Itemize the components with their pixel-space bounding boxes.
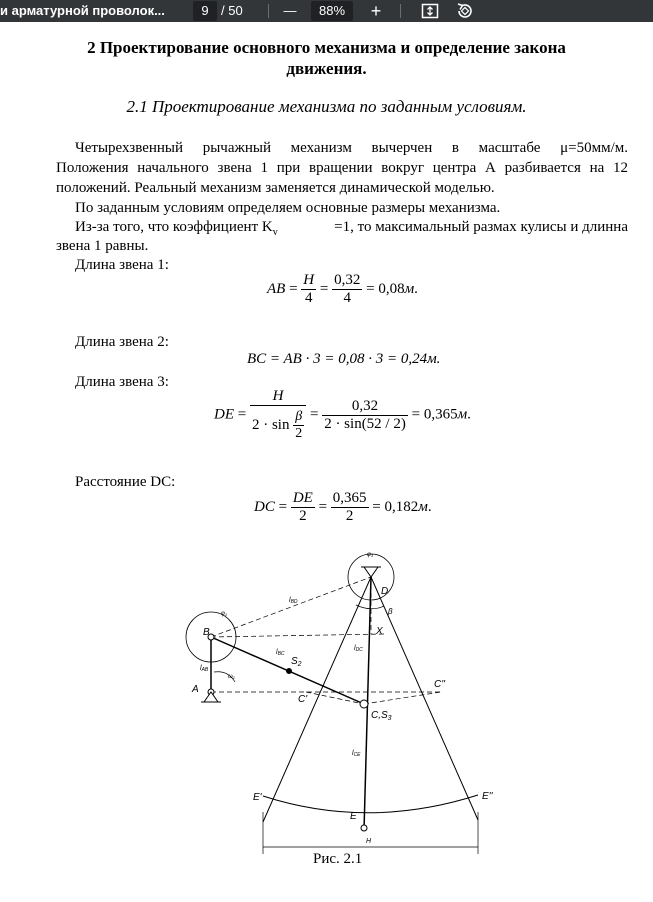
support-d <box>364 567 378 577</box>
support-a <box>204 692 218 702</box>
mechanism-diagram <box>0 22 653 902</box>
fig-lbl-ab-sub: AB <box>201 667 209 673</box>
zoom-level-input[interactable]: 88% <box>311 1 353 21</box>
fig-pt-a: A <box>192 684 199 695</box>
fig-lbl-phi1-text: φ <box>221 611 225 617</box>
section-heading-line1: 2 Проектирование основного механизма и определение закона <box>87 38 566 57</box>
paragraph-3-line2: звена 1 равны. <box>56 238 149 254</box>
eq1-den1: 4 <box>304 290 313 306</box>
fig-lbl-phi1-sub: 1 <box>224 612 228 617</box>
document-page <box>0 22 653 902</box>
eq3-lhs: DE <box>214 406 234 423</box>
fit-page-icon <box>421 3 439 19</box>
fig-lbl-bd-sub: BD <box>290 599 298 605</box>
toolbar-divider <box>400 4 401 18</box>
fig-lbl-w1-text: ω <box>228 674 233 680</box>
rotate-button[interactable] <box>454 0 476 22</box>
label-distance-dc: Расстояние DC: <box>75 474 176 490</box>
fig-lbl-dc-sub: DC <box>355 647 363 653</box>
fig-pt-s2 <box>291 656 302 668</box>
fig-lbl-bd-l: l <box>289 597 291 604</box>
pdf-toolbar <box>0 0 653 22</box>
fig-lbl-bc-l: l <box>276 649 278 656</box>
eq1-den2: 4 <box>343 290 351 306</box>
fig-pt-c2: C'' <box>434 679 446 690</box>
eq2-unit: м <box>427 351 437 367</box>
eq4-num1: DE <box>292 490 313 506</box>
figure-caption: Рис. 2.1 <box>313 851 363 867</box>
eq3-num1: H <box>250 388 306 406</box>
fig-lbl-dc <box>354 645 363 653</box>
fig-lbl-ab <box>200 665 209 673</box>
fig-lbl-phi3-sub: 3 <box>370 553 374 558</box>
zoom-in-button[interactable]: + <box>370 1 382 21</box>
eq3-result: 0,365 <box>423 406 458 423</box>
toolbar-divider <box>268 4 269 18</box>
eq1-result: 0,08 <box>378 280 405 297</box>
paragraph-3-text-a: Из-за того, что коэффициент K <box>75 219 273 235</box>
fig-lbl-ce-l: l <box>352 750 354 757</box>
paragraph-1-line3: положений. Реальный механизм заменяется динамической моделью. <box>56 180 495 196</box>
fig-pt-x: X <box>376 626 383 637</box>
fig-lbl-phi3-text: φ <box>367 552 371 558</box>
eq1-lhs: AB <box>267 280 286 297</box>
paragraph-3-subscript: v <box>272 227 278 238</box>
eq1-num2: 0,32 <box>334 272 361 288</box>
eq1-unit: м <box>404 280 415 297</box>
fig-pt-s2-text: S <box>291 656 298 667</box>
joint-c <box>360 700 368 708</box>
fig-lbl-ab-l: l <box>200 665 202 672</box>
fig-lbl-ce <box>352 750 361 758</box>
paragraph-2: По заданным условиям определяем основные размеры механизма. <box>75 200 501 216</box>
fig-pt-e2: E'' <box>482 791 493 802</box>
centre-s2 <box>287 669 292 674</box>
fig-pt-cs3-sub: 3 <box>387 715 392 722</box>
joint-e <box>361 825 367 831</box>
equation-bc: BC = AB · 3 = 0,08 · 3 = 0,24м. <box>247 351 441 367</box>
equation-ab: AB = $\frac{H}{4}$ = $\frac{0,32}{4}$ = 0,08м. <box>267 272 418 306</box>
fig-pt-d: D <box>381 586 389 597</box>
fig-lbl-bc <box>276 649 285 657</box>
fig-pt-cs3-text: C,S <box>371 710 388 721</box>
eq1-num1: H <box>303 272 315 288</box>
section-heading-line2: движения. <box>286 59 367 78</box>
label-length-1: Длина звена 1: <box>75 257 169 273</box>
fig-lbl-w1 <box>228 674 235 680</box>
eq3-den2: 2 · sin(52 / 2) <box>324 415 406 432</box>
fig-lbl-bc-sub: BC <box>277 651 285 657</box>
paragraph-1-line1: Четырехзвенный рычажный механизм вычерчен в масштабе μ=50мм/м. <box>75 140 628 156</box>
eq2-text: BC = AB · 3 = 0,08 · 3 = 0,24 <box>247 351 428 367</box>
eq4-result: 0,182 <box>384 498 419 515</box>
arc-e-e <box>263 795 478 813</box>
equation-de: DE = H 2 · sin $\frac{\beta}{2}$ = $\frac{0,32}{2 \cdot \sin(52 / 2)}$ = 0,365м. <box>214 388 471 441</box>
eq3-num2: 0,32 <box>322 398 408 416</box>
fig-lbl-w1-sub: 1 <box>232 675 235 680</box>
fit-page-button[interactable] <box>420 0 440 22</box>
fig-lbl-ce-sub: CE <box>353 752 361 758</box>
document-title: и арматурной проволок... <box>0 3 165 18</box>
rotate-icon <box>455 2 475 20</box>
eq3-unit: м <box>457 406 468 423</box>
fig-lbl-bd <box>289 597 298 605</box>
fig-pt-h: H <box>366 838 372 845</box>
eq3-den1-sin: 2 · sin <box>251 416 290 433</box>
label-length-2: Длина звена 2: <box>75 334 169 350</box>
equation-dc: DC = $\frac{DE}{2}$ = $\frac{0,365}{2}$ = 0,182м. <box>254 490 432 524</box>
page-total: / 50 <box>221 3 243 18</box>
fig-pt-c1: C' <box>298 694 308 705</box>
fig-pt-b: B <box>203 627 210 638</box>
eq4-den2: 2 <box>345 508 354 524</box>
page-number-input[interactable]: 9 <box>193 1 217 21</box>
label-length-3: Длина звена 3: <box>75 374 169 390</box>
eq4-den1: 2 <box>299 508 307 524</box>
fig-pt-cs3 <box>371 710 392 722</box>
fig-lbl-dc-l: l <box>354 645 356 652</box>
fig-lbl-phi1 <box>221 611 227 617</box>
fig-pt-e1: E' <box>253 792 262 803</box>
eq3-beta: β <box>293 409 304 426</box>
paragraph-3-text-b: =1, то максимальный размах кулисы и длинна <box>334 219 628 235</box>
fig-pt-e: E <box>350 811 357 822</box>
fig-lbl-beta: β <box>388 607 393 616</box>
eq4-lhs: DC <box>254 498 275 515</box>
subsection-heading: 2.1 Проектирование механизма по заданным условиям. <box>126 97 527 116</box>
eq4-unit: м <box>418 498 428 515</box>
eq3-beta-den: 2 <box>295 426 303 441</box>
paragraph-1-line2: Положения начального звена 1 при вращении вокруг центра А разбивается на 12 <box>56 160 628 176</box>
zoom-out-button[interactable]: — <box>283 3 297 18</box>
fig-pt-s2-sub: 2 <box>297 661 302 668</box>
fig-lbl-phi3 <box>367 552 374 558</box>
eq4-num2: 0,365 <box>332 490 367 506</box>
